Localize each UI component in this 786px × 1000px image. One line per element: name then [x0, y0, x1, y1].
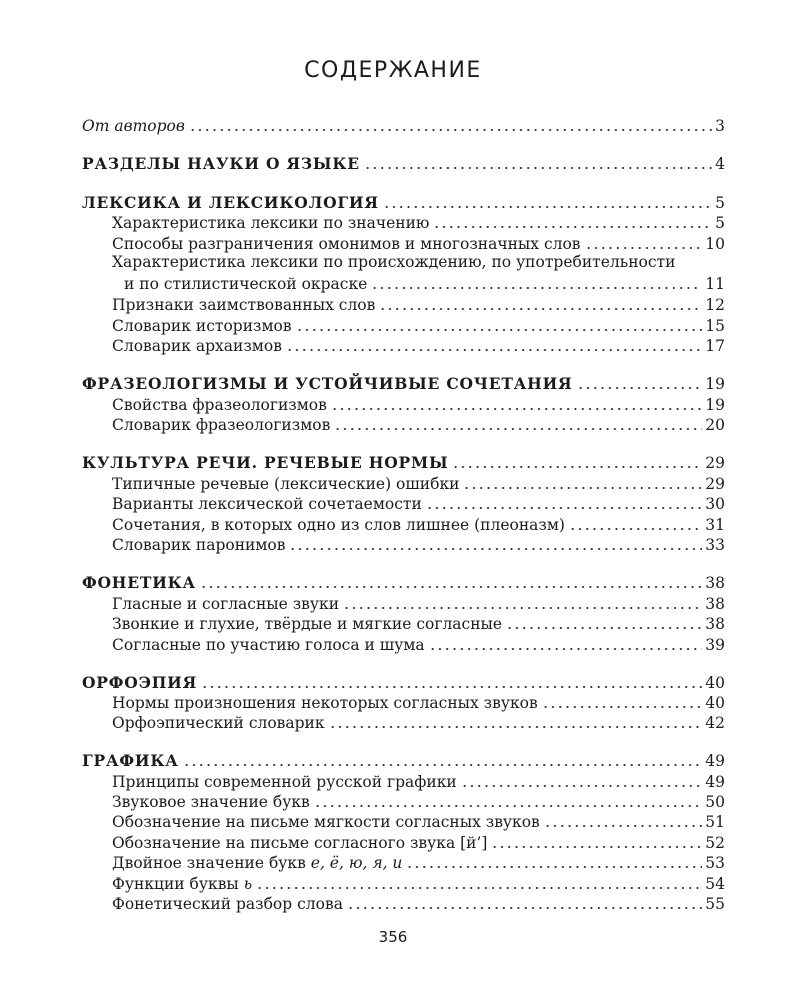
toc-entry[interactable]: [112, 592, 725, 614]
toc-entry-label: [112, 853, 402, 873]
toc-entry-page: 42: [705, 714, 725, 732]
toc-section-page: 29: [705, 454, 725, 472]
leader-dots: [364, 156, 712, 170]
leader-dots: [379, 297, 702, 311]
toc-section[interactable]: [82, 372, 725, 394]
toc-entry-page: 38: [705, 595, 725, 613]
leader-dots: [289, 537, 702, 551]
toc-section[interactable]: [82, 451, 725, 473]
toc-entry-label: Орфоэпический словарик: [112, 714, 325, 732]
leader-dots: [189, 118, 712, 132]
toc-entry-label: Варианты лексической сочетаемости: [112, 495, 422, 513]
toc-entry[interactable]: [112, 892, 725, 914]
toc-section-label: ФРАЗЕОЛОГИЗМЫ И УСТОЙЧИВЫЕ СОЧЕТАНИЯ: [82, 374, 573, 393]
toc-entry-label: Словарик фразеологизмов: [112, 416, 331, 434]
leader-dots: [577, 376, 703, 390]
toc-entry-page: 5: [715, 214, 725, 232]
toc-entry-page: 12: [705, 296, 725, 314]
leader-dots: [331, 397, 702, 411]
toc-entry-page: 49: [705, 773, 725, 791]
toc-section-page: 19: [705, 375, 725, 393]
toc-section-label: ФОНЕТИКА: [82, 573, 196, 592]
leader-dots: [542, 695, 703, 709]
toc-entry[interactable]: [112, 691, 725, 713]
toc-entry-label: Звуковое значение букв: [112, 793, 310, 811]
leader-dots: [433, 215, 712, 229]
leader-dots: [256, 876, 702, 890]
leader-dots: [585, 236, 703, 250]
toc-section-label: ЛЕКСИКА И ЛЕКСИКОЛОГИЯ: [82, 193, 379, 212]
toc-entry-label: Обозначение на письме мягкости согласных звуков: [112, 813, 540, 831]
toc-entry-page: 50: [705, 793, 725, 811]
leader-dots: [406, 855, 702, 869]
toc-entry-page: 31: [705, 516, 725, 534]
toc-entry[interactable]: [112, 872, 725, 894]
toc-entry[interactable]: [112, 790, 725, 812]
toc-entry-page: 30: [705, 495, 725, 513]
toc-entry-label: Звонкие и глухие, твёрдые и мягкие согласные: [112, 615, 503, 633]
toc-entry[interactable]: [112, 293, 725, 315]
toc-entry-page: 33: [705, 536, 725, 554]
toc-entry[interactable]: [82, 114, 725, 136]
leader-dots: [183, 753, 703, 767]
toc-entry-label: Сочетания, в которых одно из слов лишнее (плеоназм): [112, 516, 565, 534]
toc-entry-page: 40: [705, 694, 725, 712]
toc-entry-page: 20: [705, 416, 725, 434]
toc-entry-label: Фонетический разбор слова: [112, 895, 343, 913]
toc-entry-label: Гласные и согласные звуки: [112, 595, 340, 613]
toc-entry-label-italic: е, ё, ю, я, и: [310, 854, 403, 872]
toc-entry-label: Словарик паронимов: [112, 536, 286, 554]
toc-section-label: ГРАФИКА: [82, 751, 179, 770]
leader-dots: [461, 774, 703, 788]
toc-entry-label: и по стилистической окраске: [124, 275, 368, 293]
toc-entry-label: Нормы произношения некоторых согласных звуков: [112, 694, 538, 712]
toc-section[interactable]: [82, 152, 725, 174]
toc-entry-label: Принципы современной русской графики: [112, 773, 457, 791]
toc-entry[interactable]: [112, 770, 725, 792]
toc-entry-page: 54: [705, 875, 725, 893]
toc-entry-label: Свойства фразеологизмов: [112, 396, 327, 414]
leader-dots: [343, 596, 702, 610]
toc-entry[interactable]: [112, 612, 725, 634]
toc-entry-label: Обозначение на письме согласного звука [й’]: [112, 834, 488, 852]
toc-entry-label: Типичные речевые (лексические) ошибки: [112, 475, 460, 493]
toc-section-page: 49: [705, 752, 725, 770]
toc-section-page: 40: [705, 674, 725, 692]
toc-entry-page: 15: [705, 317, 725, 335]
toc-entry[interactable]: [112, 334, 725, 356]
leader-dots: [201, 675, 702, 689]
leader-dots: [200, 575, 702, 589]
leader-dots: [371, 276, 702, 290]
toc-section-label: ОРФОЭПИЯ: [82, 673, 198, 692]
toc-entry[interactable]: [112, 211, 725, 233]
toc-entry[interactable]: [112, 314, 725, 336]
page-number: 356: [378, 928, 408, 946]
leader-dots: [569, 517, 702, 531]
toc-entry[interactable]: [112, 472, 725, 494]
toc-entry-label: Согласные по участию голоса и шума: [112, 636, 425, 654]
toc-section-page: 4: [715, 155, 725, 173]
toc-entry-label: Словарик архаизмов: [112, 337, 282, 355]
toc-entry[interactable]: [112, 513, 725, 535]
leader-dots: [296, 318, 703, 332]
toc-entry-page: 11: [705, 275, 725, 293]
leader-dots: [426, 496, 702, 510]
toc-entry-label: От авторов: [82, 117, 185, 135]
leader-dots: [286, 338, 702, 352]
toc-entry[interactable]: [112, 831, 725, 853]
toc-entry-label: Словарик историзмов: [112, 317, 292, 335]
toc-section-page: 38: [705, 574, 725, 592]
toc-entry-label: Способы разграничения омонимов и многозначных слов: [112, 235, 581, 253]
toc-entry[interactable]: [112, 633, 725, 655]
toc-entry-page: 52: [705, 834, 725, 852]
toc-section-label: РАЗДЕЛЫ НАУКИ О ЯЗЫКЕ: [82, 154, 360, 173]
toc-entry[interactable]: [112, 711, 725, 733]
toc-section[interactable]: [82, 671, 725, 693]
toc-entry-page: 51: [705, 813, 725, 831]
toc-entry-page: 3: [715, 117, 725, 135]
toc-entry-page: 29: [705, 475, 725, 493]
leader-dots: [329, 715, 703, 729]
leader-dots: [334, 417, 702, 431]
toc-entry-page: 55: [705, 895, 725, 913]
leader-dots: [506, 616, 702, 630]
toc-entry[interactable]: [112, 413, 725, 435]
leader-dots: [491, 835, 702, 849]
leader-dots: [463, 476, 702, 490]
leader-dots: [347, 896, 702, 910]
toc-section-page: 5: [715, 194, 725, 212]
toc-entry-label-text: Функции буквы: [112, 875, 244, 893]
toc-entry[interactable]: [112, 393, 725, 415]
toc-entry-page: 53: [705, 854, 725, 872]
toc-entry-page: 17: [705, 337, 725, 355]
leader-dots: [383, 195, 712, 209]
toc-section-label: КУЛЬТУРА РЕЧИ. РЕЧЕВЫЕ НОРМЫ: [82, 453, 449, 472]
toc-entry[interactable]: [112, 533, 725, 555]
toc-entry-page: 10: [705, 235, 725, 253]
toc-entry-label: [112, 874, 252, 894]
toc-entry-page: 39: [705, 636, 725, 654]
leader-dots: [314, 794, 703, 808]
toc-entry-label-italic: ь: [243, 875, 253, 893]
toc-entry-page: 19: [705, 396, 725, 414]
toc-entry-page: 38: [705, 615, 725, 633]
toc-entry[interactable]: [112, 851, 725, 873]
toc-section[interactable]: [82, 749, 725, 771]
toc-entry[interactable]: [124, 272, 725, 294]
toc-entry[interactable]: [112, 810, 725, 832]
toc-section[interactable]: [82, 571, 725, 593]
toc-entry[interactable]: [112, 492, 725, 514]
toc-entry[interactable]: [112, 232, 725, 254]
toc-entry-label-text: Двойное значение букв: [112, 854, 311, 872]
toc-section[interactable]: [82, 191, 725, 213]
leader-dots: [452, 455, 702, 469]
toc-entry-label-line1[interactable]: Характеристика лексики по происхождению, по употребительности: [112, 253, 676, 271]
leader-dots: [544, 814, 702, 828]
leader-dots: [429, 637, 703, 651]
toc-entry-label: Характеристика лексики по значению: [112, 214, 430, 232]
page-title: СОДЕРЖАНИЕ: [304, 58, 482, 83]
toc-entry-label: Признаки заимствованных слов: [112, 296, 376, 314]
